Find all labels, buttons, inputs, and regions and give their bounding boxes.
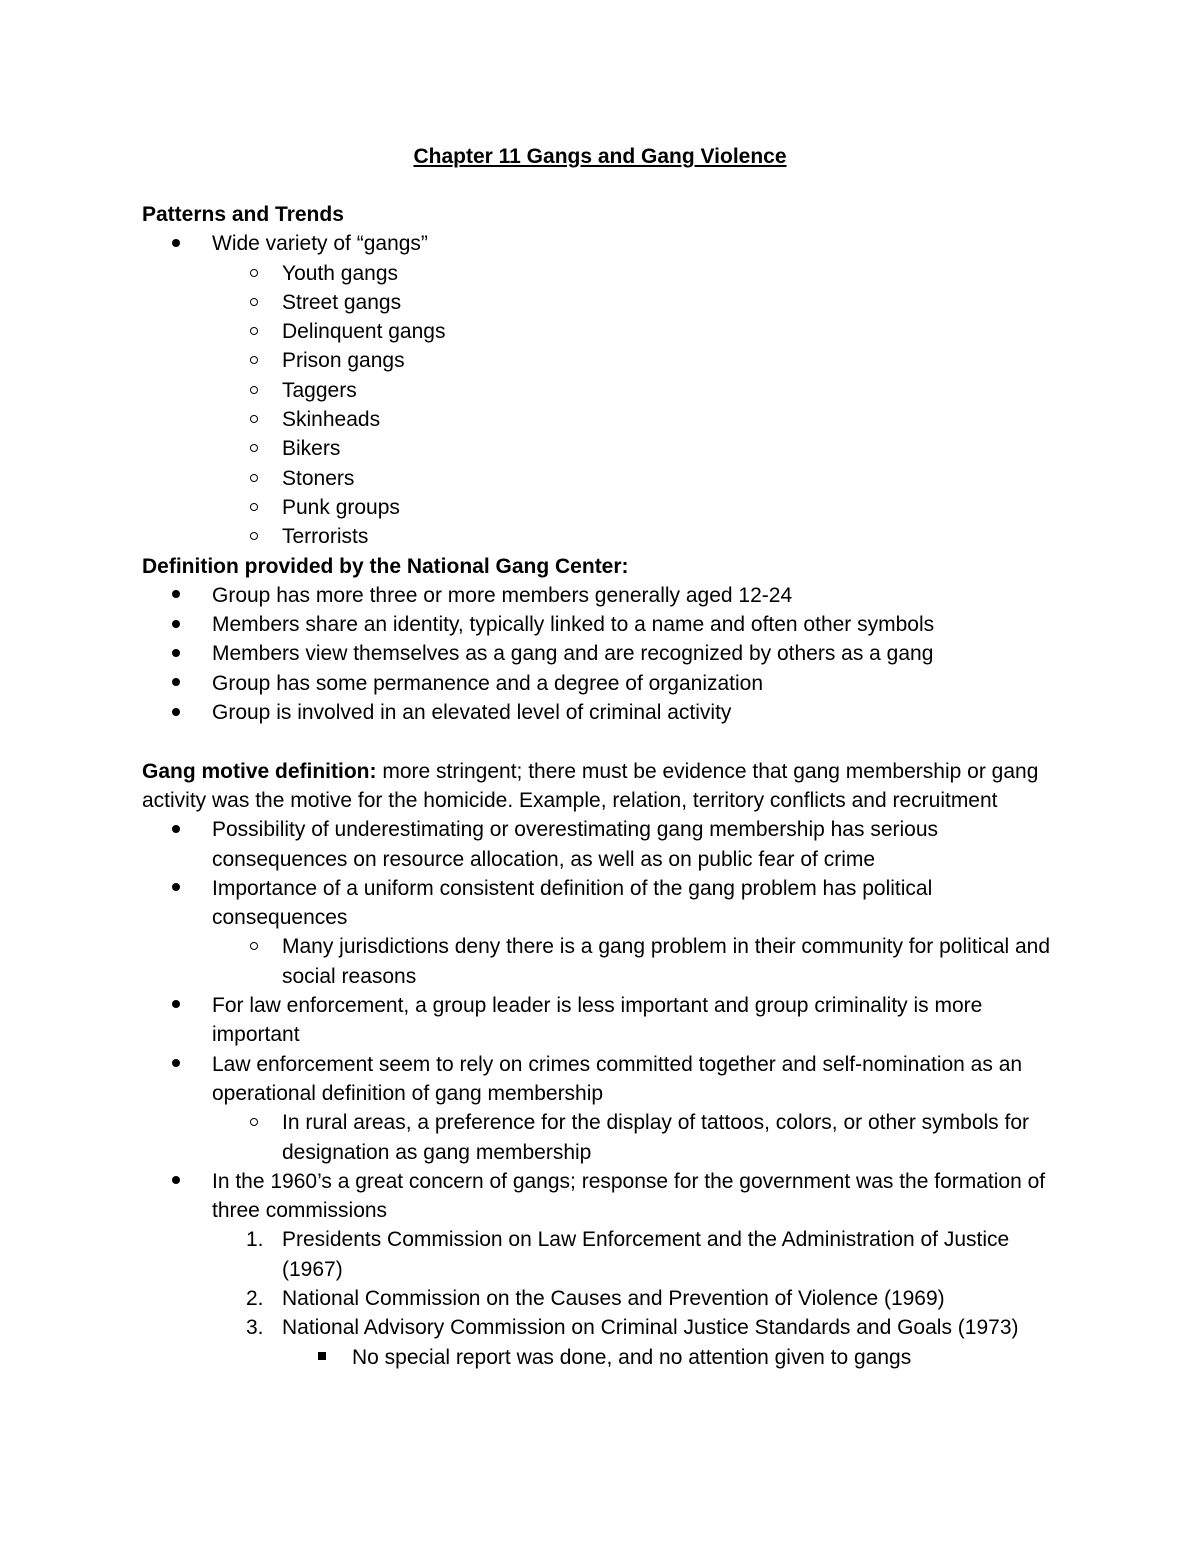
numbered-text: National Commission on the Causes and Prevention of Violence (1969) — [282, 1286, 945, 1310]
bullet-dot-icon — [172, 229, 180, 258]
bullet-item — [142, 610, 1072, 639]
numbered-text: Presidents Commission on Law Enforcement and the Administration of Justice (1967) — [282, 1228, 1010, 1281]
sub-bullet-item — [142, 522, 1072, 551]
bullet-text: Importance of a uniform consistent definition of the gang problem has political consequences — [212, 876, 933, 930]
bullet-circle-icon — [250, 317, 258, 346]
bullet-circle-icon — [250, 288, 258, 317]
bullet-circle-icon — [250, 346, 258, 375]
bullet-circle-icon — [250, 405, 258, 434]
list-number: 1. — [246, 1228, 264, 1252]
list-number: 3. — [246, 1316, 264, 1340]
square-bullet-text: No special report was done, and no attention given to gangs — [352, 1345, 912, 1369]
bullet-item — [142, 1167, 1072, 1226]
bullet-item — [142, 815, 1072, 874]
sub-bullet-item — [142, 346, 1072, 375]
sub-bullet-text: Delinquent gangs — [282, 320, 446, 344]
bullet-circle-icon — [250, 434, 258, 463]
bullet-dot-icon — [172, 1167, 180, 1196]
sub-bullet-item — [142, 376, 1072, 405]
bullet-circle-icon — [250, 1108, 258, 1137]
bullet-text: Members share an identity, typically linked to a name and often other symbols — [212, 613, 935, 637]
page-title: Chapter 11 Gangs and Gang Violence — [413, 145, 787, 168]
sub-bullet-text: Youth gangs — [282, 261, 399, 285]
list-number: 2. — [246, 1286, 264, 1310]
bullet-text: Group is involved in an elevated level of criminal activity — [212, 701, 732, 725]
bullet-item — [142, 229, 1072, 258]
numbered-item — [142, 1284, 1072, 1313]
document-body — [142, 200, 1072, 1372]
bullet-text: Members view themselves as a gang and are recognized by others as a gang — [212, 642, 934, 666]
numbered-item — [142, 1225, 1072, 1284]
sub-bullet-item — [142, 464, 1072, 493]
bullet-dot-icon — [172, 610, 180, 639]
sub-bullet-item — [142, 259, 1072, 288]
sub-bullet-item — [142, 434, 1072, 463]
bullet-item — [142, 874, 1072, 933]
bullet-circle-icon — [250, 376, 258, 405]
sub-bullet-item — [142, 1108, 1072, 1167]
sub-bullet-text: Bikers — [282, 437, 341, 461]
numbered-text: National Advisory Commission on Criminal Justice Standards and Goals (1973) — [282, 1316, 1019, 1340]
bullet-circle-icon — [250, 522, 258, 551]
bullet-dot-icon — [172, 815, 180, 844]
bullet-text: Law enforcement seem to rely on crimes committed together and self-nomination as an operational definition of gang membership — [212, 1052, 1023, 1105]
bullet-text: Possibility of underestimating or overestimating gang membership has serious consequences on resource allocation, as well as on public fear of crime — [212, 818, 939, 871]
bullet-circle-icon — [250, 464, 258, 493]
bullet-dot-icon — [172, 1050, 180, 1079]
bullet-dot-icon — [172, 698, 180, 727]
sub-bullet-item — [142, 493, 1072, 522]
sub-bullet-text: In rural areas, a preference for the display of tattoos, colors, or other symbols for designation as gang membership — [282, 1111, 1030, 1164]
bullet-text: In the 1960’s a great concern of gangs; response for the government was the formation of three commissions — [212, 1169, 1046, 1223]
gang-motive-paragraph — [142, 757, 1072, 816]
sub-bullet-item — [142, 288, 1072, 317]
paragraph-spacer — [142, 727, 1072, 756]
bullet-text: Group has some permanence and a degree of organization — [212, 671, 764, 695]
bullet-item — [142, 669, 1072, 698]
bullet-text: Wide variety of “gangs” — [212, 232, 428, 256]
section-heading-definition: Definition provided by the National Gang Center: — [142, 554, 629, 578]
sub-bullet-text: Prison gangs — [282, 349, 405, 373]
section-heading-gang-motive: Gang motive definition: — [142, 759, 377, 783]
bullet-circle-icon — [250, 259, 258, 288]
sub-bullet-text: Skinheads — [282, 408, 381, 432]
square-bullet-item — [142, 1343, 1072, 1372]
bullet-dot-icon — [172, 639, 180, 668]
bullet-dot-icon — [172, 991, 180, 1020]
numbered-item — [142, 1313, 1072, 1342]
sub-bullet-item — [142, 932, 1072, 991]
section-heading-patterns: Patterns and Trends — [142, 203, 344, 226]
sub-bullet-text: Stoners — [282, 466, 355, 490]
sub-bullet-text: Taggers — [282, 378, 357, 402]
bullet-circle-icon — [250, 493, 258, 522]
bullet-dot-icon — [172, 874, 180, 903]
sub-bullet-text: Street gangs — [282, 290, 402, 314]
bullet-dot-icon — [172, 581, 180, 610]
bullet-item — [142, 991, 1072, 1050]
bullet-item — [142, 1050, 1072, 1109]
bullet-circle-icon — [250, 932, 258, 961]
bullet-item — [142, 581, 1072, 610]
bullet-item — [142, 698, 1072, 727]
sub-bullet-text: Punk groups — [282, 495, 400, 519]
bullet-item — [142, 639, 1072, 668]
bullet-text: Group has more three or more members generally aged 12-24 — [212, 583, 793, 607]
sub-bullet-text: Many jurisdictions deny there is a gang problem in their community for political and social reasons — [282, 935, 1051, 988]
bullet-square-icon — [318, 1343, 326, 1372]
bullet-text: For law enforcement, a group leader is less important and group criminality is more important — [212, 994, 983, 1047]
bullet-dot-icon — [172, 669, 180, 698]
sub-bullet-item — [142, 405, 1072, 434]
sub-bullet-item — [142, 317, 1072, 346]
gang-motive-text: more stringent; there must be evidence that gang membership or gang activity was the motive for the homicide. Example, relation, territory conflicts and recruitment — [142, 759, 1039, 812]
sub-bullet-text: Terrorists — [282, 525, 369, 549]
